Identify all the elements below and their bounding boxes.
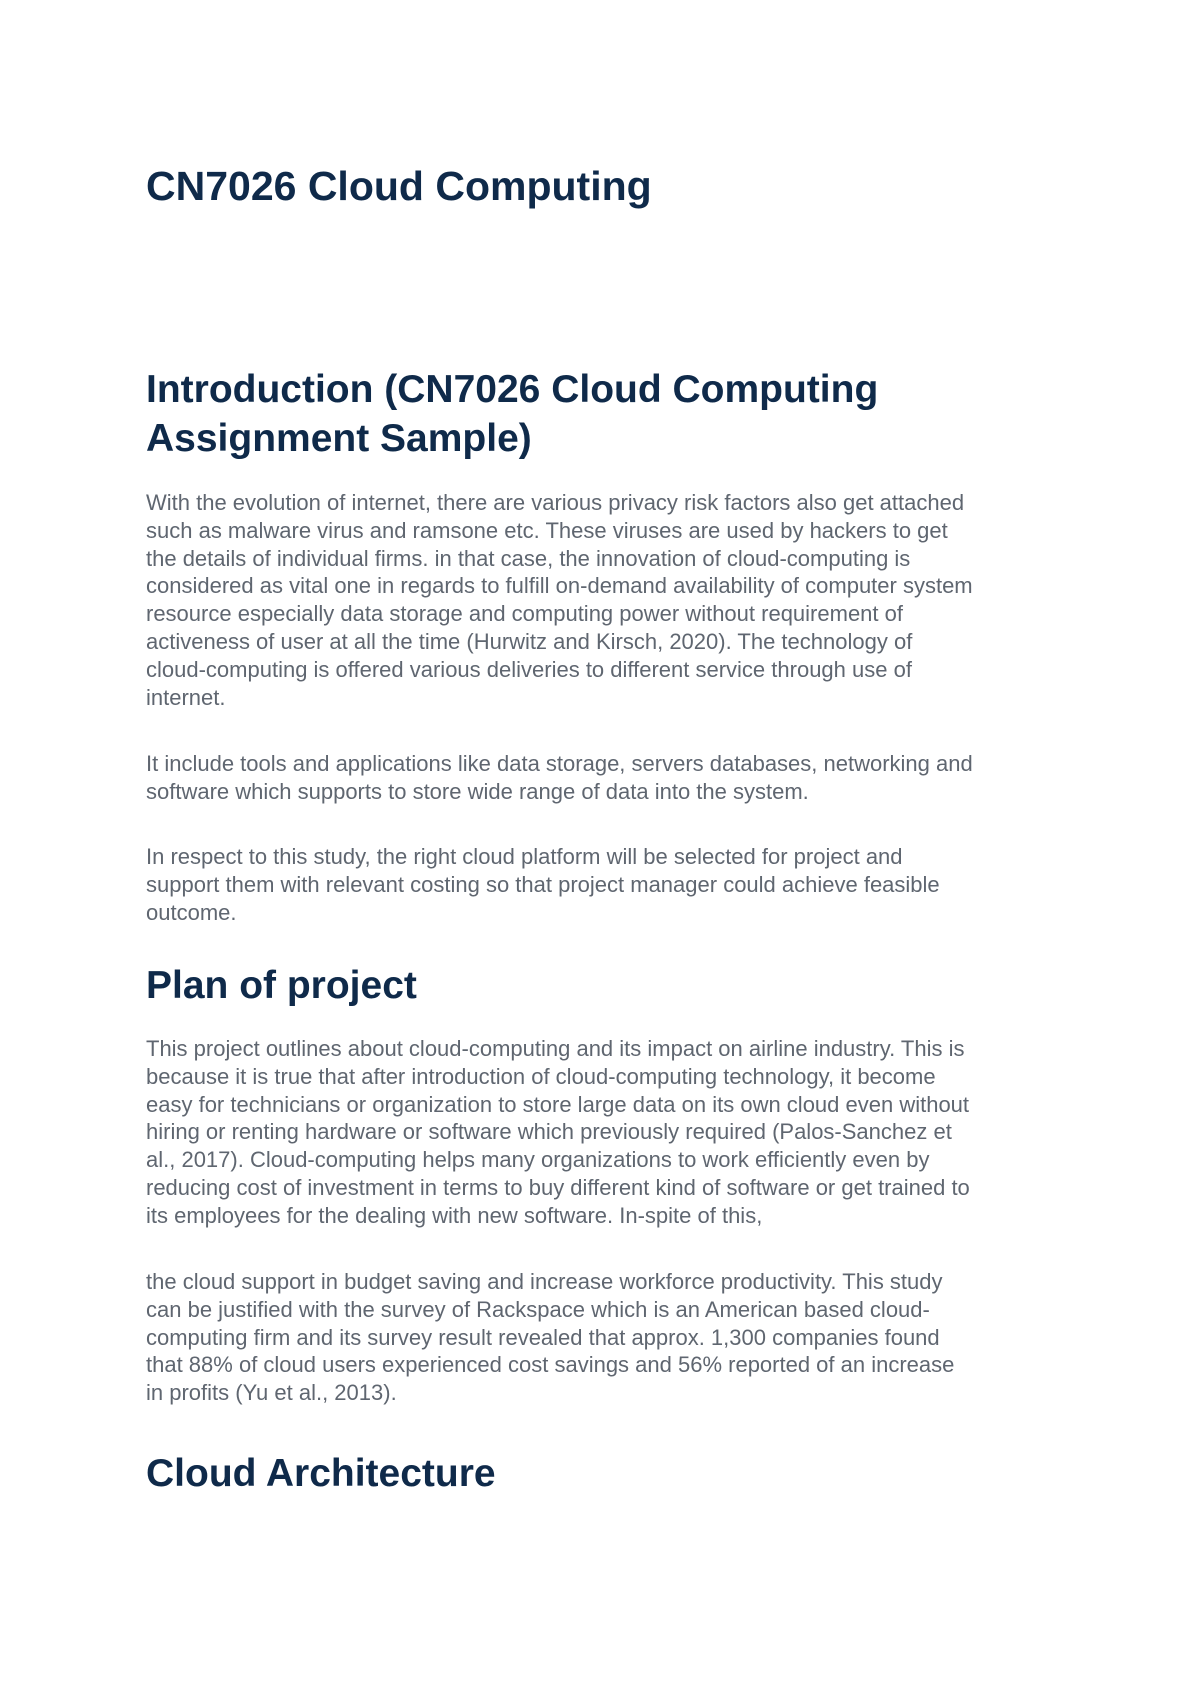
text-line: reducing cost of investment in terms to buy different kind of software or get trained to: [146, 1174, 970, 1200]
text-line: easy for technicians or organization to store large data on its own cloud even without: [146, 1091, 970, 1117]
section-heading-plan-of-project: [146, 961, 1106, 1010]
text-line: hiring or renting hardware or software which previously required (Palos-Sanchez et: [146, 1119, 952, 1145]
heading-line: Assignment Sample): [146, 417, 532, 460]
section-heading-cloud-architecture: [146, 1449, 1106, 1498]
text-line: support them with relevant costing so that project manager could achieve feasible: [146, 871, 940, 897]
paragraph-plan-2: [146, 1268, 1066, 1407]
text-line: considered as vital one in regards to fulfill on-demand availability of computer system: [146, 573, 973, 599]
heading-line: Cloud Architecture: [146, 1452, 496, 1495]
text-line: that 88% of cloud users experienced cost savings and 56% reported of an increase: [146, 1352, 955, 1378]
document-title: CN7026 Cloud Computing: [146, 163, 652, 209]
heading-line: Plan of project: [146, 964, 417, 1007]
heading-line: Introduction (CN7026 Cloud Computing: [146, 368, 879, 411]
text-line: activeness of user at all the time (Hurwitz and Kirsch, 2020). The technology of: [146, 628, 913, 654]
text-line: internet.: [146, 684, 226, 710]
text-line: can be justified with the survey of Rackspace which is an American based cloud-: [146, 1296, 930, 1322]
text-line: It include tools and applications like data storage, servers databases, networking and: [146, 751, 973, 776]
paragraph-plan-1: [146, 1035, 1066, 1230]
text-line: because it is true that after introduction of cloud-computing technology, it become: [146, 1063, 936, 1089]
text-line: the details of individual firms. in that case, the innovation of cloud-computing is: [146, 545, 911, 571]
text-line: computing firm and its survey result revealed that approx. 1,300 companies found: [146, 1324, 940, 1350]
paragraph-introduction-1: [146, 489, 1066, 711]
paragraph-introduction-2: [146, 750, 1066, 806]
text-line: al., 2017). Cloud-computing helps many organizations to work efficiently even by: [146, 1147, 930, 1173]
text-line: software which supports to store wide range of data into the system.: [146, 778, 809, 804]
text-line: its employees for the dealing with new software. In-spite of this,: [146, 1202, 763, 1228]
text-line: resource especially data storage and computing power without requirement of: [146, 601, 903, 627]
text-line: such as malware virus and ramsone etc. These viruses are used by hackers to get: [146, 517, 948, 543]
text-line: the cloud support in budget saving and increase workforce productivity. This study: [146, 1269, 943, 1294]
text-line: cloud-computing is offered various deliveries to different service through use of: [146, 656, 912, 682]
text-line: In respect to this study, the right cloud platform will be selected for project and: [146, 844, 903, 869]
text-line: With the evolution of internet, there are various privacy risk factors also get attached: [146, 490, 965, 515]
text-line: outcome.: [146, 899, 237, 925]
paragraph-introduction-3: [146, 843, 1066, 926]
text-line: This project outlines about cloud-computing and its impact on airline industry. This is: [146, 1036, 965, 1061]
section-heading-introduction: [146, 365, 1106, 463]
text-line: in profits (Yu et al., 2013).: [146, 1380, 397, 1406]
